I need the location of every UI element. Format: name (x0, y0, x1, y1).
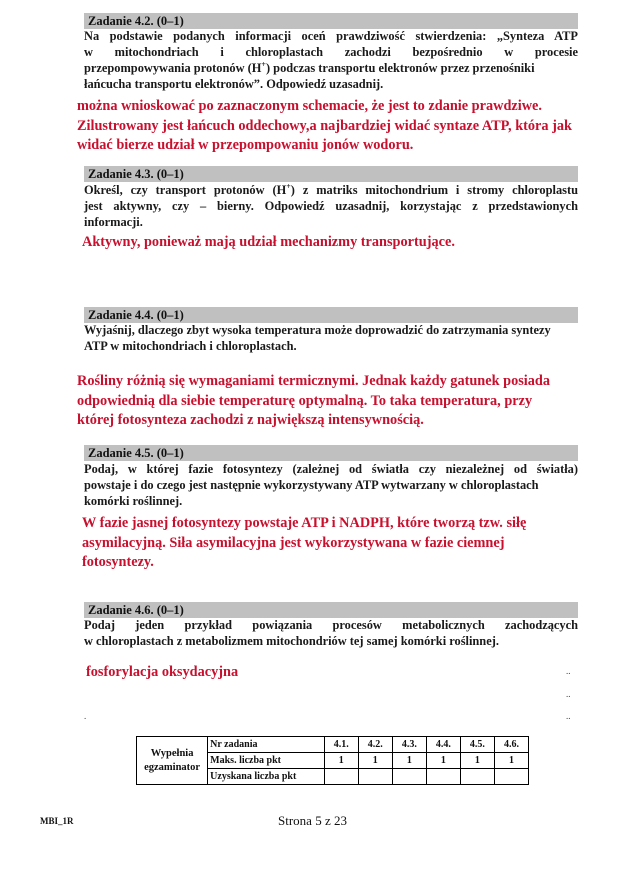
task-number-cell: 4.2. (358, 737, 392, 753)
obtained-points-cell[interactable] (494, 769, 528, 785)
task-number-cell: 4.4. (426, 737, 460, 753)
max-points-cell: 1 (392, 753, 426, 769)
obtained-points-cell[interactable] (426, 769, 460, 785)
max-points-cell: 1 (460, 753, 494, 769)
task-number-cell: 4.3. (392, 737, 426, 753)
obtained-points-cell[interactable] (358, 769, 392, 785)
task-4-3-question: Określ, czy transport protonów (H+) z matriks mitochondrium i stromy chloroplastu jest aktywny, czy – bierny. Odpowiedź uzasadnij, korzystając z przedstawionych informacji. (84, 181, 578, 229)
task-4-6-answer: fosforylacja oksydacyjna (86, 664, 239, 680)
answer-line-dots-3: .. (566, 711, 571, 721)
exam-code: MBI_1R (40, 816, 74, 826)
task-4-2-question: Na podstawie podanych informacji oceń prawdziwość stwierdzenia: „Synteza ATP w mitochondriach i chloroplastach zachodzi bezpośrednio w procesie przepompowywania protonów (H+) podczas transportu elektronów przez przenośniki łańcucha transportu elektronów”. Odpowiedź uzasadnij. (84, 29, 578, 91)
obtained-points-cell[interactable] (392, 769, 426, 785)
answer-line-dots-2: .. (566, 689, 571, 699)
task-number-cell: 4.6. (494, 737, 528, 753)
answer-line-dots-1: .. (566, 666, 571, 676)
task-4-5-header: Zadanie 4.5. (0–1) (84, 445, 578, 461)
obtained-points-cell[interactable] (324, 769, 358, 785)
task-number-cell: 4.5. (460, 737, 494, 753)
max-points-cell: 1 (358, 753, 392, 769)
answer-line-dot-left: . (84, 711, 87, 721)
grade-table (136, 736, 529, 785)
task-4-2-header: Zadanie 4.2. (0–1) (84, 13, 578, 29)
max-points-cell: 1 (324, 753, 358, 769)
task-4-3-header: Zadanie 4.3. (0–1) (84, 166, 578, 182)
task-4-5-question: Podaj, w której fazie fotosyntezy (zależnej od światła czy niezależnej od światła) powstaje i do czego jest następnie wykorzystywany ATP wytwarzany w chloroplastach komórki roślinnej. (84, 462, 578, 508)
row-label-task-number: Nr zadania (208, 737, 325, 753)
task-4-5-answer: W fazie jasnej fotosyntezy powstaje ATP i NADPH, które tworzą tzw. siłę asymilacyjną. Siła asymilacyjna jest wykorzystywana w fazie ciemnej fotosyntezy. (82, 515, 527, 570)
max-points-cell: 1 (426, 753, 460, 769)
task-4-4-question: Wyjaśnij, dlaczego zbyt wysoka temperatura może doprowadzić do zatrzymania syntezy ATP w mitochondriach i chloroplastach. (84, 323, 551, 353)
task-4-2-answer: można wnioskować po zaznaczonym schemacie, że jest to zdanie prawdziwe. Zilustrowany jest łańcuch oddechowy,a najbardziej widać syntaze ATP, która jak widać bierze udział w przepompowaniu jonów wodoru. (77, 98, 572, 153)
row-label-max-points: Maks. liczba pkt (208, 753, 325, 769)
task-4-6-header: Zadanie 4.6. (0–1) (84, 602, 578, 618)
task-number-cell: 4.1. (324, 737, 358, 753)
task-4-4-header: Zadanie 4.4. (0–1) (84, 307, 578, 323)
page-number: Strona 5 z 23 (278, 813, 347, 828)
examiner-label: Wypełnia egzaminator (137, 737, 208, 785)
task-4-4-answer: Rośliny różnią się wymaganiami termicznymi. Jednak każdy gatunek posiada odpowiednią dla siebie temperaturę optymalną. To taka temperatura, przy której fotosynteza zachodzi z największą intensywnością. (77, 373, 551, 428)
obtained-points-cell[interactable] (460, 769, 494, 785)
max-points-cell: 1 (494, 753, 528, 769)
task-4-3-answer: Aktywny, ponieważ mają udział mechanizmy transportujące. (82, 234, 455, 250)
task-4-6-question: Podaj jeden przykład powiązania procesów metabolicznych zachodzących w chloroplastach z metabolizmem mitochondriów tej samej komórki roślinnej. (84, 618, 578, 648)
row-label-obtained-points: Uzyskana liczba pkt (208, 769, 325, 785)
